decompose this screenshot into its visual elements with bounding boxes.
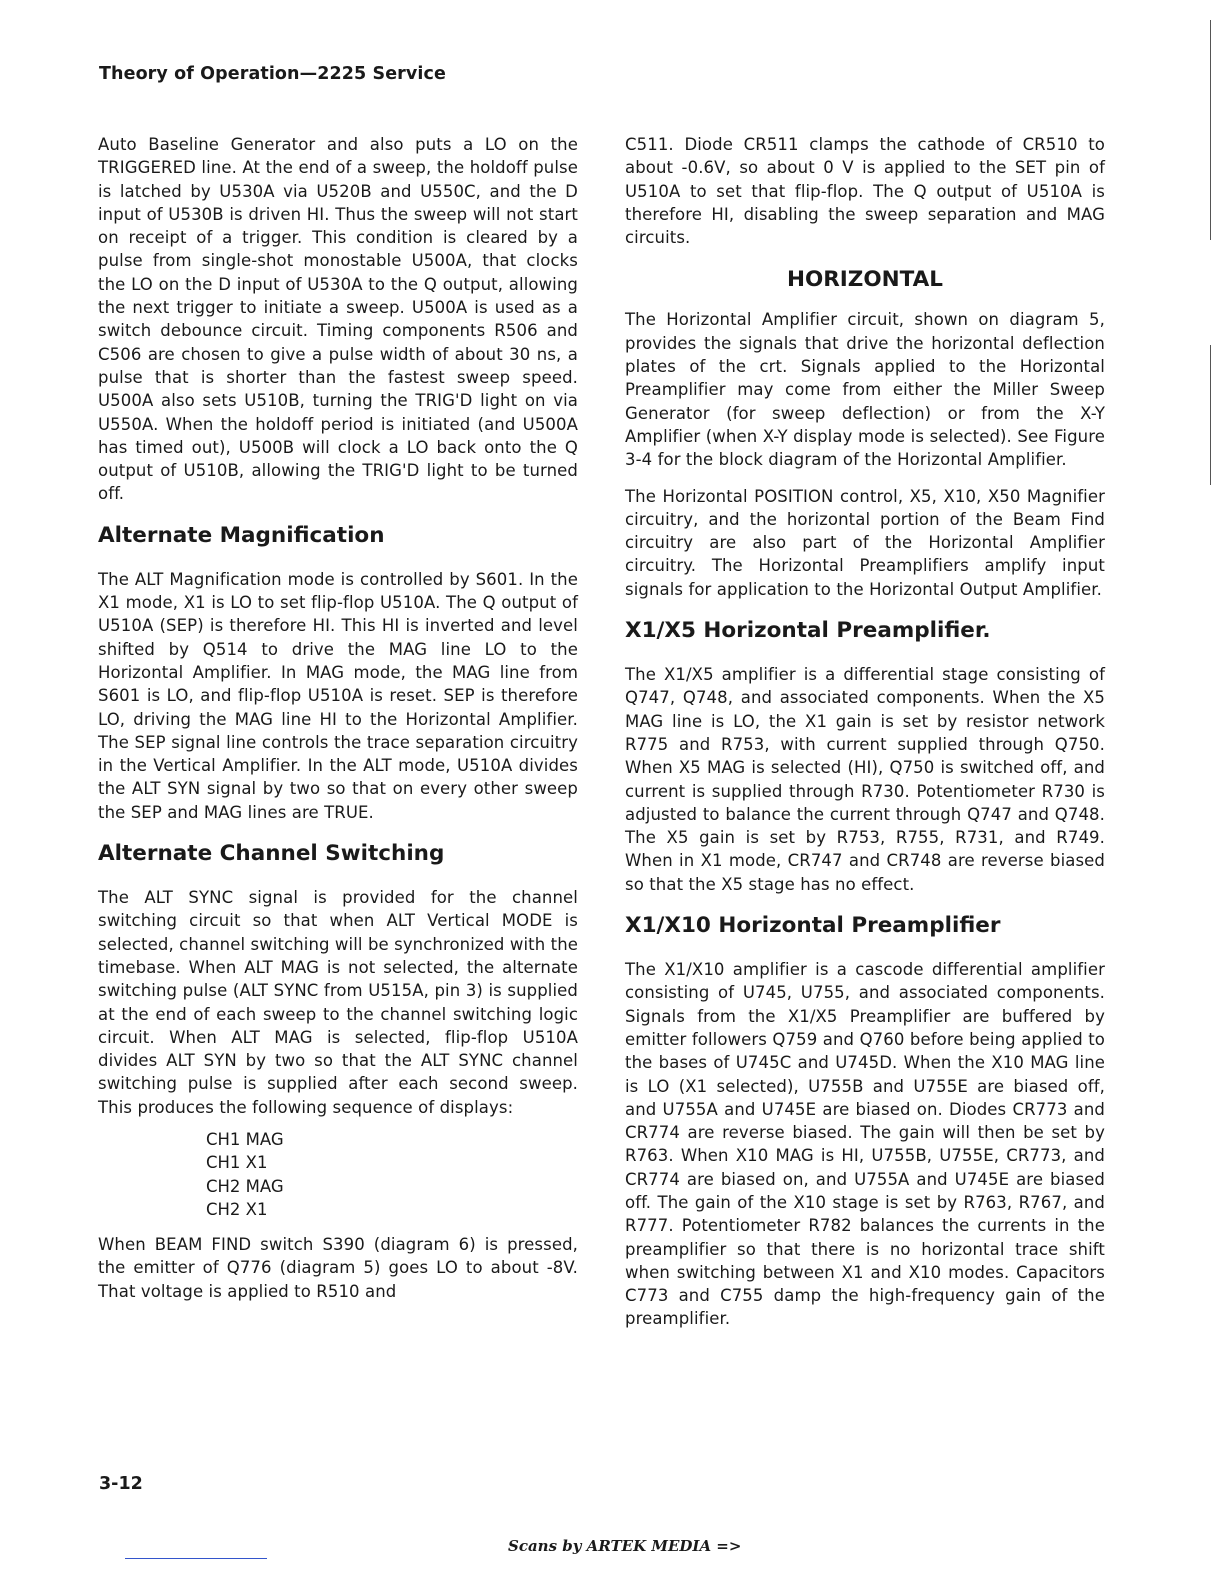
heading-alternate-magnification: Alternate Magnification bbox=[98, 522, 385, 548]
display-sequence-list bbox=[206, 1128, 578, 1222]
paragraph-alt-channel-switching: The ALT SYNC signal is provided for the channel switching circuit so that when ALT Vertical MODE is selected, channel switching will be synchronized with the timebase. When ALT MAG is not selected, the alternate switching pulse (ALT SYNC from U515A, pin 3) is supplied at the end of each sweep to the channel switching logic circuit. When ALT MAG is selected, flip-flop U510A divides ALT SYN by two so that the ALT SYNC channel switching pulse is supplied after each second sweep. This produces the following sequence of displays: bbox=[98, 888, 578, 1117]
paragraph-horizontal-position: The Horizontal POSITION control, X5, X10, X50 Magnifier circuitry, and the horizontal portion of the Beam Find circuitry are also part of the Horizontal Amplifier circuitry. The Horizontal Preamplifiers amplify input signals for application to the Horizontal Output Amplifier. bbox=[625, 486, 1105, 599]
running-header: Theory of Operation—2225 Service bbox=[99, 64, 446, 84]
left-column bbox=[98, 133, 578, 1303]
paragraph-holdoff: Auto Baseline Generator and also puts a LO on the TRIGGERED line. At the end of a sweep, the holdoff pulse is latched by U530A via U520B and U550C, and the D input of U530B is driven HI. Thus the sweep will not start on receipt of a trigger. This condition is cleared by a pulse from single-shot monostable U500A, that clocks the LO on the D input of U530A to the Q output, allowing the next trigger to initiate a sweep. U500A is used as a switch debounce circuit. Timing components R506 and C506 are chosen to give a pulse width of about 30 ns, a pulse that is shorter than the fastest sweep speed. U500A also sets U510B, turning the TRIG'D light on via U550A. When the holdoff period is initiated (and U500A has timed out), U500B will clock a LO back onto the Q output of U510B, allowing the TRIG'D light to be turned off. bbox=[98, 135, 578, 504]
heading-horizontal: HORIZONTAL bbox=[786, 267, 944, 293]
paragraph-beam-find: When BEAM FIND switch S390 (diagram 6) is pressed, the emitter of Q776 (diagram 5) goes LO to about -8V. That voltage is applied to R510 and bbox=[98, 1234, 578, 1301]
paragraph-cr511-clamp: C511. Diode CR511 clamps the cathode of CR510 to about -0.6V, so about 0 V is applied to the SET pin of U510A to set that flip-flop. The Q output of U510A is therefore HI, disabling the sweep separation and MAG circuits. bbox=[625, 135, 1105, 248]
paragraph-horizontal-amplifier: The Horizontal Amplifier circuit, shown on diagram 5, provides the signals that drive the horizontal deflection plates of the crt. Signals applied to the Horizontal Preamplifier may come from either the Miller Sweep Generator (for sweep deflection) or from the X-Y Amplifier (when X-Y display mode is selected). See Figure 3-4 for the block diagram of the Horizontal Amplifier. bbox=[625, 310, 1105, 470]
paragraph-x1-x10: The X1/X10 amplifier is a cascode differential amplifier consisting of U745, U755, and associated components. Signals from the X1/X5 Preamplifier are buffered by emitter followers Q759 and Q760 before being applied to the bases of U745C and U745D. When the X10 MAG line is LO (X1 selected), U755B and U755E are biased off, and U755A and U745E are biased on. Diodes CR773 and CR774 are reverse biased. The gain will then be set by R763. When X10 MAG is HI, U755B, U755E, CR773, and CR774 are biased on, and U755A and U745E are biased off. The gain of the X10 stage is set by R763, R767, and R777. Potentiometer R782 balances the currents in the preamplifier so that there is no horizontal trace shift when switching between X1 and X10 modes. Capacitors C773 and C755 damp the high-frequency gain of the preamplifier. bbox=[625, 960, 1105, 1329]
list-item: CH1 MAG bbox=[206, 1129, 284, 1149]
list-item: CH2 MAG bbox=[206, 1176, 284, 1196]
scan-edge-line bbox=[1210, 345, 1211, 485]
list-item: CH2 X1 bbox=[206, 1200, 268, 1220]
paragraph-alt-magnification: The ALT Magnification mode is controlled by S601. In the X1 mode, X1 is LO to set flip-flop U510A. The Q output of U510A (SEP) is therefore HI. This HI is inverted and level shifted by Q514 to drive the MAG line LO to the Horizontal Amplifier. In MAG mode, the MAG line from S601 is LO, and flip-flop U510A is reset. SEP is therefore LO, driving the MAG line HI to the Horizontal Amplifier. The SEP signal line controls the trace separation circuitry in the Vertical Amplifier. In the ALT mode, U510A divides the ALT SYN signal by two so that on every other sweep the SEP and MAG lines are TRUE. bbox=[98, 569, 578, 822]
paragraph-x1-x5: The X1/X5 amplifier is a differential stage consisting of Q747, Q748, and associated components. When the X5 MAG line is LO, the X1 gain is set by resistor network R775 and R753, with current supplied through Q750. When X5 MAG is selected (HI), Q750 is switched off, and current is supplied through R730. Potentiometer R730 is adjusted to balance the current through Q747 and Q748. The X5 gain is set by R753, R755, R731, and R749. When in X1 mode, CR747 and CR748 are reverse biased so that the X5 stage has no effect. bbox=[625, 665, 1105, 894]
right-column bbox=[625, 133, 1105, 1331]
heading-alternate-channel-switching: Alternate Channel Switching bbox=[98, 841, 445, 867]
link-underline bbox=[125, 1558, 267, 1559]
list-item: CH1 X1 bbox=[206, 1153, 268, 1173]
scan-credit-link[interactable]: Scans by ARTEK MEDIA => bbox=[508, 1537, 742, 1555]
page-number: 3-12 bbox=[99, 1474, 143, 1494]
heading-x1-x5-preamplifier: X1/X5 Horizontal Preamplifier. bbox=[625, 618, 991, 644]
heading-x1-x10-preamplifier: X1/X10 Horizontal Preamplifier bbox=[625, 913, 1001, 939]
scan-edge-line bbox=[1210, 20, 1211, 240]
